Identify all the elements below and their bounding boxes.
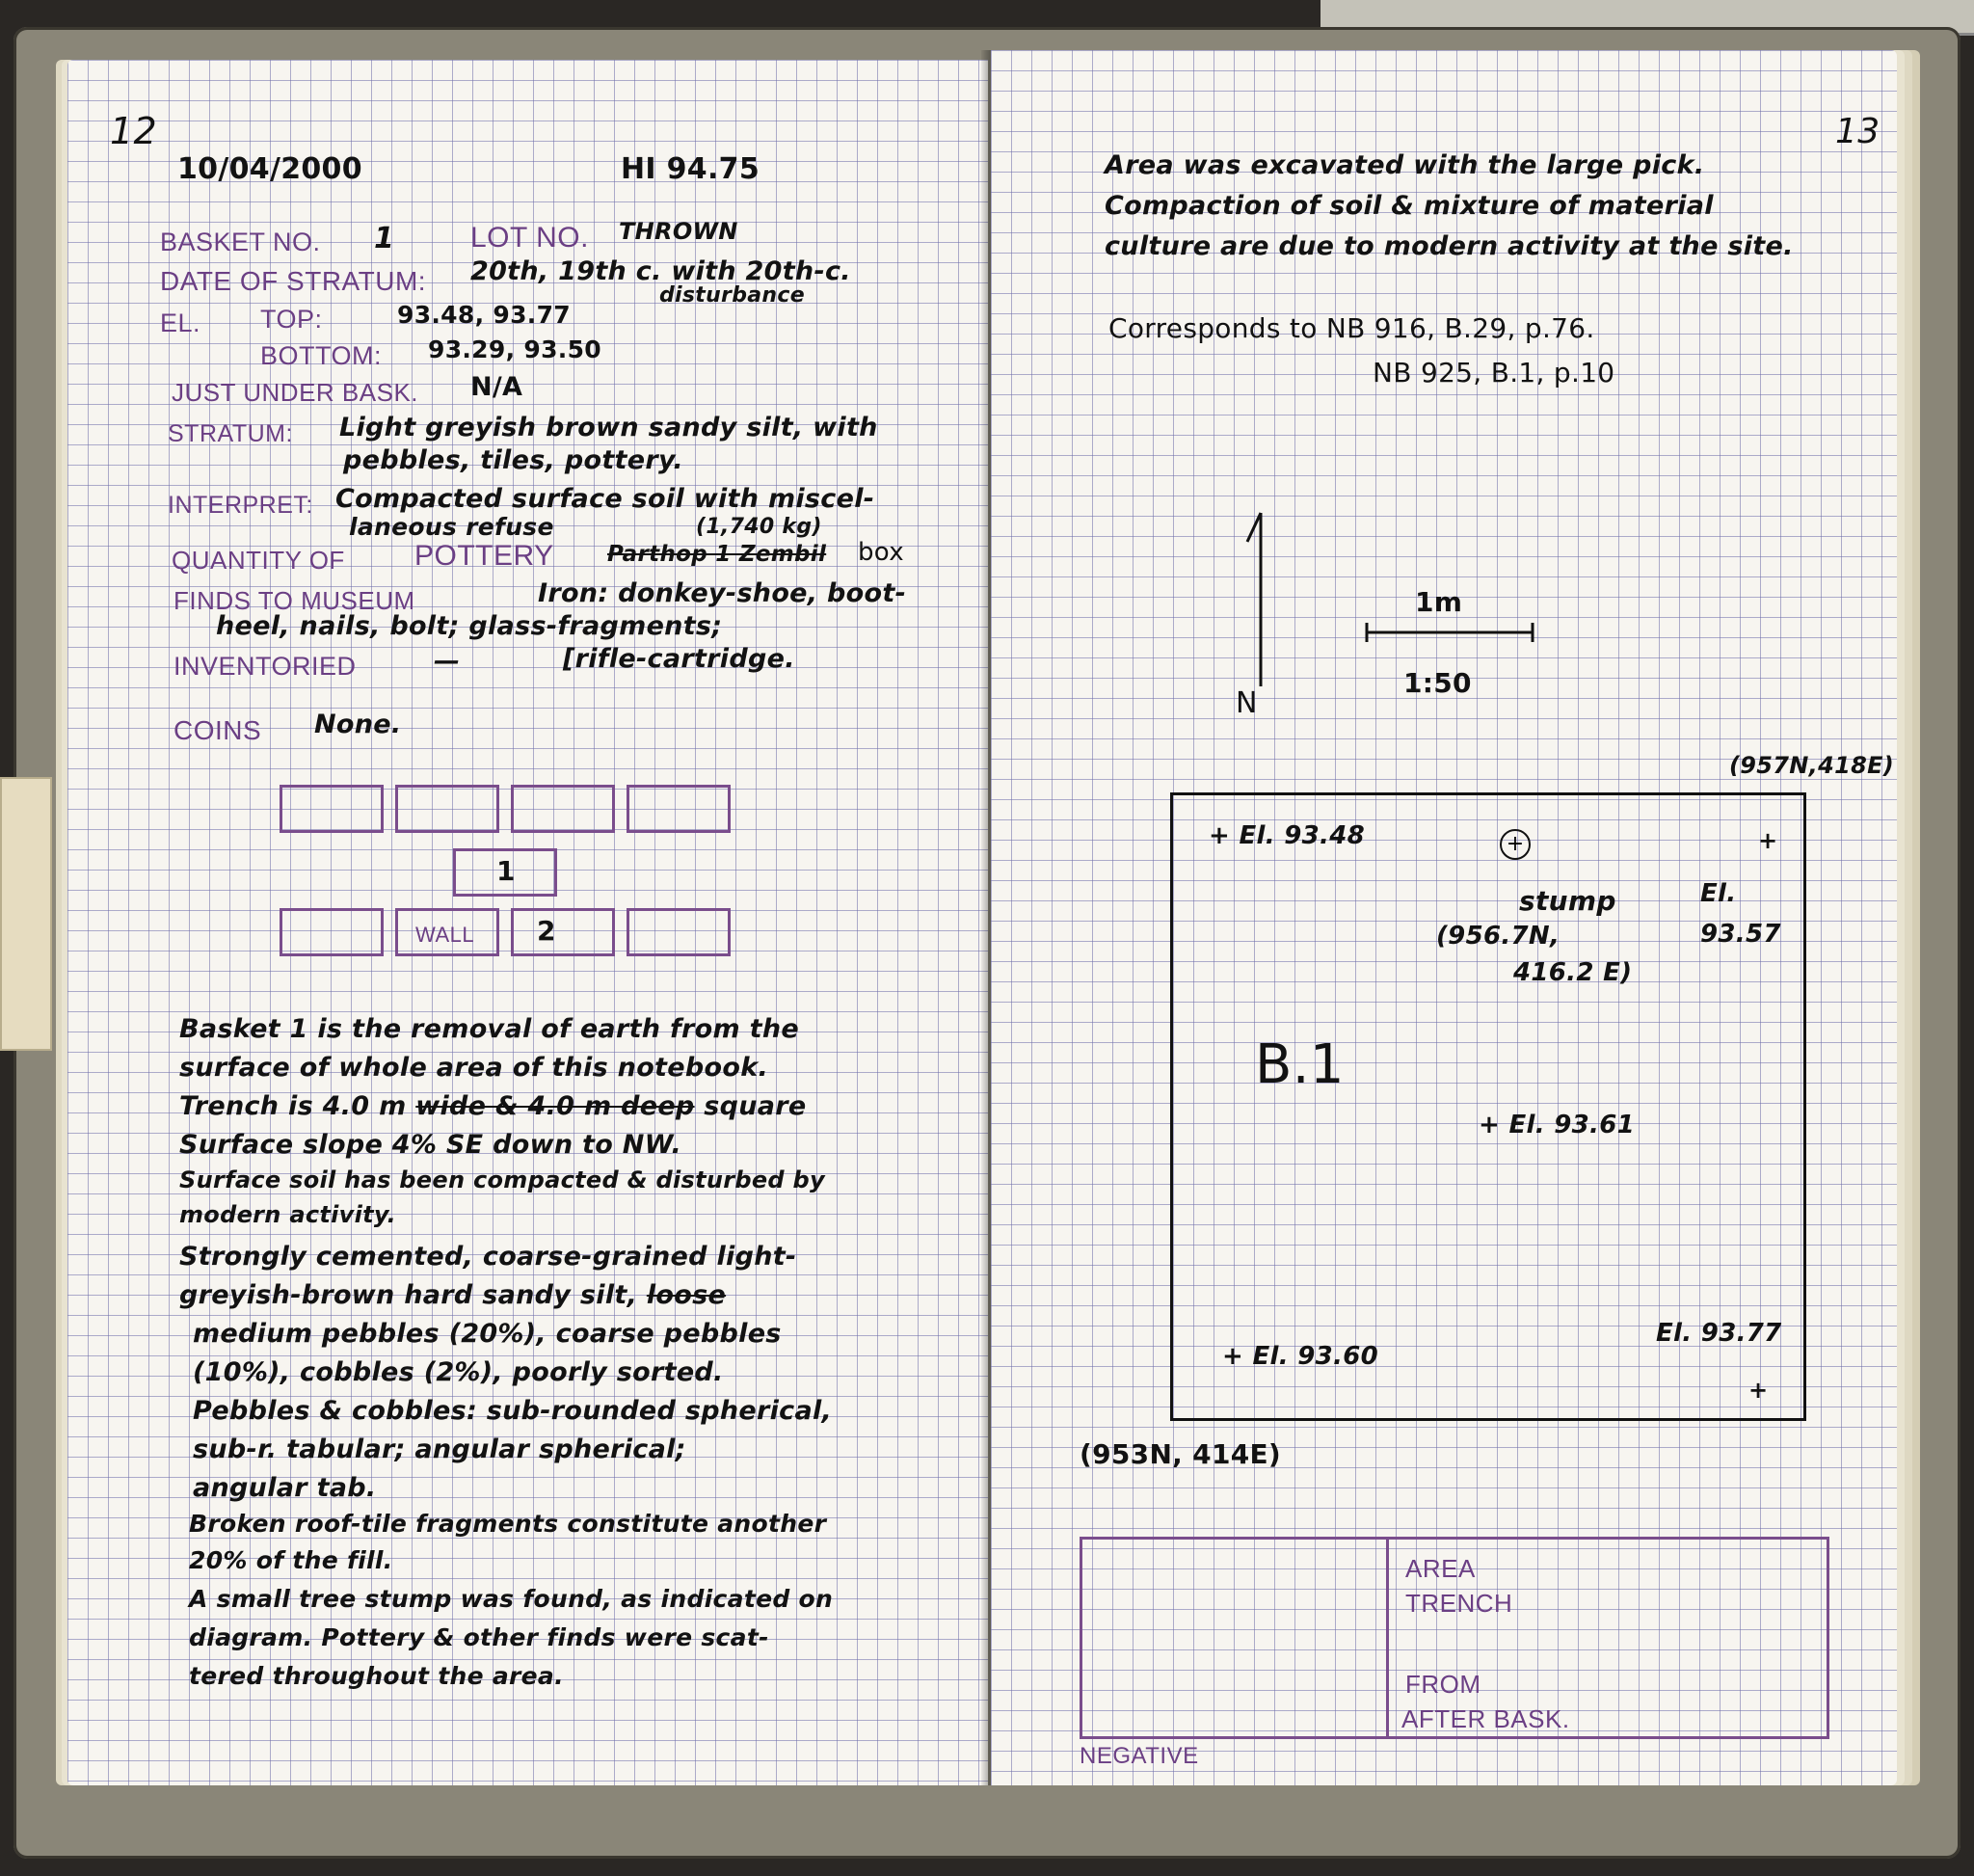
scale-ratio: 1:50 — [1403, 667, 1472, 699]
diagram-box-1 — [453, 848, 557, 897]
inventoried-value: — — [434, 646, 461, 676]
el-label: EL. — [160, 308, 201, 337]
top-value: 93.48, 93.77 — [397, 301, 571, 329]
right-page — [991, 50, 1897, 1785]
plan-el-center: + El. 93.61 — [1479, 1111, 1635, 1139]
quantity-label: QUANTITY OF — [172, 546, 345, 575]
plan-corner-ne: (957N,418E) — [1729, 752, 1895, 779]
stamp-negative: NEGATIVE — [1080, 1743, 1199, 1769]
stratum-line-1: Light greyish brown sandy silt, with — [339, 413, 878, 442]
stamp-divider — [1386, 1537, 1389, 1739]
diagram-box-ne — [511, 785, 615, 833]
corresponds-line-2: NB 925, B.1, p.10 — [1373, 357, 1615, 389]
stamp-after-bask: AFTER BASK. — [1401, 1704, 1570, 1733]
note-line-18: tered throughout the area. — [189, 1662, 564, 1690]
note-line-13: angular tab. — [193, 1473, 377, 1503]
plan-el-nw: + El. 93.48 — [1209, 821, 1365, 850]
top-label: TOP: — [260, 305, 323, 334]
plan-el-ne-1: El. — [1700, 879, 1737, 908]
note-line-8: greyish-brown hard sandy silt, loose — [179, 1280, 727, 1310]
quantity-struck: Parthop 1 Zembil — [607, 542, 827, 567]
page-number: 12 — [110, 110, 157, 152]
weight-value: (1,740 kg) — [696, 515, 822, 539]
plan-basket-label: B.1 — [1255, 1033, 1345, 1096]
note-line-1: Basket 1 is the removal of earth from the — [179, 1014, 799, 1044]
quantity-value: box — [858, 538, 904, 567]
just-under-value: N/A — [470, 372, 523, 402]
intro-line-1: Area was excavated with the large pick. — [1105, 150, 1705, 180]
north-label: N — [1236, 686, 1258, 720]
date-of-stratum-label: DATE OF STRATUM: — [160, 266, 427, 296]
plan-stump-coords-1: (956.7N, — [1436, 922, 1561, 951]
plan-ne-marker: + — [1758, 827, 1778, 854]
scale-label: 1m — [1415, 586, 1463, 618]
diagram-box-sw — [280, 908, 384, 956]
hi-value: HI 94.75 — [621, 152, 760, 186]
note-line-2: surface of whole area of this notebook. — [179, 1053, 769, 1083]
plan-el-se: El. 93.77 — [1656, 1319, 1782, 1348]
date-of-stratum-value: 20th, 19th c. with 20th-c. — [470, 256, 851, 286]
stamp-area: AREA — [1405, 1554, 1476, 1583]
note-line-14: Broken roof-tile fragments constitute another — [189, 1510, 827, 1538]
diagram-box-se — [627, 908, 731, 956]
note-line-12: sub-r. tabular; angular spherical; — [193, 1434, 686, 1464]
pottery-label: POTTERY — [414, 540, 554, 572]
note-line-16: A small tree stump was found, as indicated on — [189, 1585, 834, 1613]
note-line-9: medium pebbles (20%), coarse pebbles — [193, 1319, 782, 1349]
note-line-7: Strongly cemented, coarse-grained light- — [179, 1242, 797, 1272]
lot-no-value: THROWN — [619, 218, 738, 245]
entry-date: 10/04/2000 — [177, 152, 362, 186]
silt-struck: loose — [646, 1280, 727, 1310]
finds-label: FINDS TO MUSEUM — [173, 586, 415, 615]
just-under-label: JUST UNDER BASK. — [172, 378, 419, 407]
diagram-label-1: 1 — [496, 855, 516, 887]
plan-el-ne-2: 93.57 — [1700, 920, 1781, 949]
diagram-label-wall: WALL — [415, 923, 475, 947]
north-arrow-icon — [1232, 503, 1290, 696]
interpret-line-1: Compacted surface soil with miscel- — [335, 484, 875, 514]
bottom-label: BOTTOM: — [260, 341, 383, 370]
trench-struck: wide & 4.0 m deep — [415, 1091, 695, 1121]
interpret-label: INTERPRET: — [168, 492, 313, 519]
note-line-6: modern activity. — [179, 1201, 397, 1228]
coins-label: COINS — [173, 715, 262, 745]
diagram-box-nw — [280, 785, 384, 833]
note-line-17: diagram. Pottery & other finds were scat- — [189, 1623, 769, 1651]
intro-line-2: Compaction of soil & mixture of material — [1105, 191, 1714, 221]
finds-line-2: heel, nails, bolt; glass-fragments; — [216, 611, 723, 641]
corresponds-line-1: Corresponds to NB 916, B.29, p.76. — [1108, 312, 1595, 344]
plan-stump-label: stump — [1519, 885, 1616, 917]
date-of-stratum-value-2: disturbance — [659, 283, 805, 308]
note-line-10: (10%), cobbles (2%), poorly sorted. — [193, 1357, 724, 1387]
coins-value: None. — [314, 710, 402, 739]
left-page — [67, 60, 988, 1785]
finds-line-1: Iron: donkey-shoe, boot- — [538, 578, 907, 608]
note-line-3: Trench is 4.0 m wide & 4.0 m deep square — [179, 1091, 807, 1121]
plan-stump-coords-2: 416.2 E) — [1513, 958, 1633, 987]
basket-no-label: BASKET NO. — [160, 228, 321, 256]
note-line-5: Surface soil has been compacted & disturbed by — [179, 1166, 825, 1193]
plan-corner-sw: (953N, 414E) — [1080, 1438, 1282, 1470]
note-line-4: Surface slope 4% SE down to NW. — [179, 1130, 681, 1160]
intro-line-3: culture are due to modern activity at the site. — [1105, 231, 1794, 261]
page-number: 13 — [1835, 112, 1881, 151]
stump-icon: + — [1500, 829, 1531, 860]
diagram-box-n — [395, 785, 499, 833]
stamp-from: FROM — [1405, 1670, 1481, 1699]
finds-line-3: [rifle-cartridge. — [563, 644, 795, 674]
diagram-box-e — [627, 785, 731, 833]
note-line-11: Pebbles & cobbles: sub-rounded spherical, — [193, 1396, 833, 1426]
trench-end: square — [704, 1091, 807, 1121]
stratum-label: STRATUM: — [168, 420, 293, 447]
plan-el-sw: + El. 93.60 — [1222, 1342, 1378, 1371]
diagram-box-wall — [395, 908, 499, 956]
plan-se-marker: + — [1748, 1377, 1769, 1404]
lot-no-label: LOT NO. — [470, 222, 589, 254]
diagram-box-2 — [511, 908, 615, 956]
interpret-line-2: laneous refuse — [349, 513, 554, 541]
bottom-value: 93.29, 93.50 — [428, 335, 601, 363]
inventoried-label: INVENTORIED — [173, 652, 357, 681]
note-line-15: 20% of the fill. — [189, 1546, 393, 1574]
basket-no-value: 1 — [374, 222, 395, 255]
stratum-line-2: pebbles, tiles, pottery. — [343, 445, 683, 475]
stamp-trench: TRENCH — [1405, 1589, 1513, 1618]
elastic-strap — [0, 777, 52, 1051]
diagram-label-2: 2 — [537, 915, 556, 947]
scale-bar — [1365, 621, 1534, 644]
